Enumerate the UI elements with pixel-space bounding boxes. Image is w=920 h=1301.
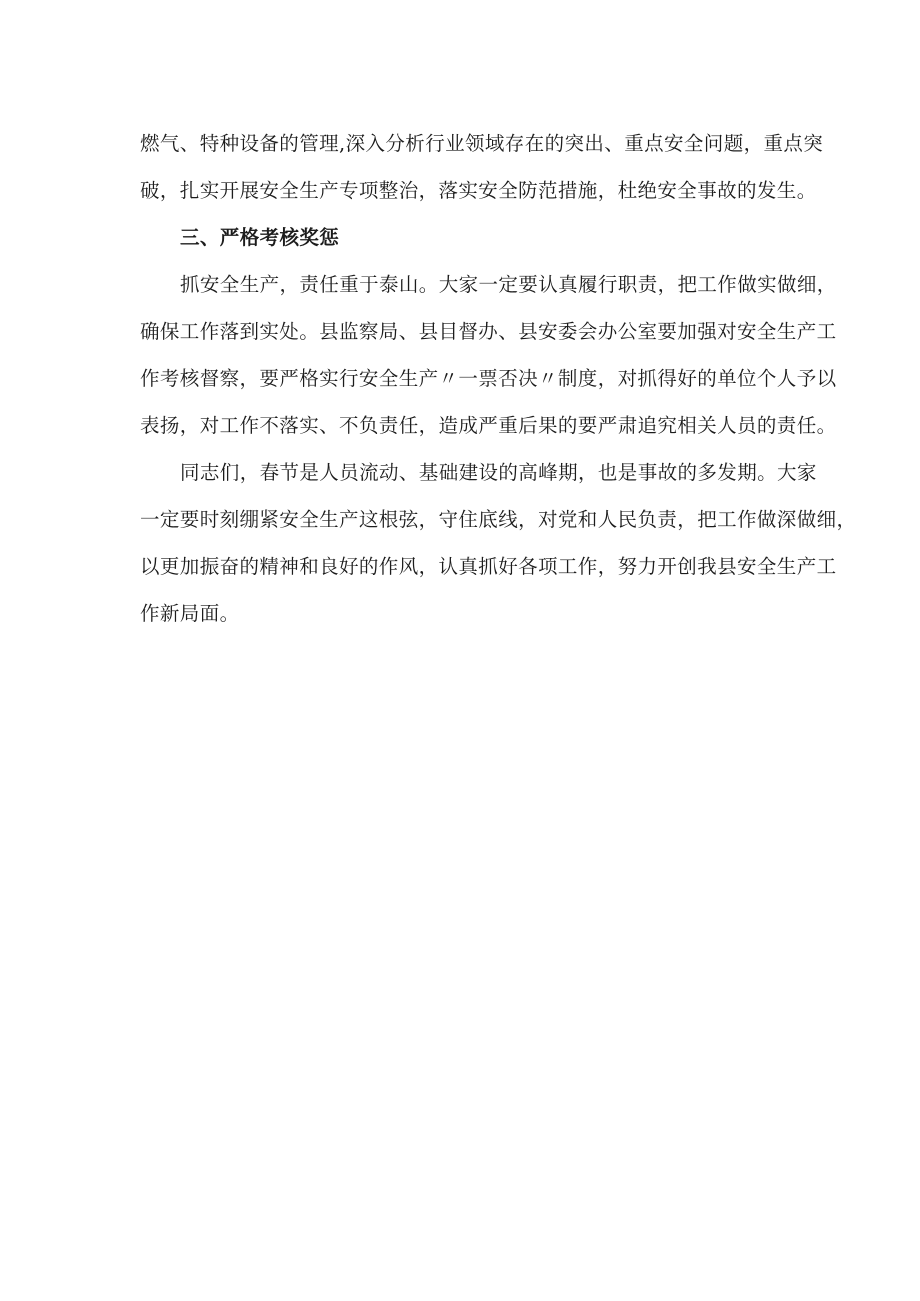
document-body [140, 120, 857, 637]
text-line: 作新局面。 [140, 602, 240, 625]
text-line: 同志们，春节是人员流动、基础建设的高峰期，也是事故的多发期。大家 [180, 461, 817, 484]
text-line: 以更加振奋的精神和良好的作风，认真抓好各项工作，努力开创我县安全生产工 [140, 555, 837, 578]
paragraph-continuation [140, 120, 824, 214]
text-line: 一定要时刻绷紧安全生产这根弦，守住底线，对党和人民负责，把工作做深做细， [140, 508, 857, 531]
text-line: 抓安全生产，责任重于泰山。大家一定要认真履行职责，把工作做实做细， [180, 273, 837, 296]
text-line: 燃气、特种设备的管理,深入分析行业领域存在的突出、重点安全问题，重点突 [140, 132, 824, 155]
paragraph-closing [140, 449, 857, 637]
text-line: 作考核督察，要严格实行安全生产〃一票否决〃制度，对抓得好的单位个人予以 [140, 367, 837, 390]
text-line: 破，扎实开展安全生产专项整治，落实安全防范措施，杜绝安全事故的发生。 [140, 179, 817, 202]
text-line: 表扬，对工作不落实、不负责任，造成严重后果的要严肃追究相关人员的责任。 [140, 414, 837, 437]
text-line: 确保工作落到实处。县监察局、县目督办、县安委会办公室要加强对安全生产工 [140, 320, 837, 343]
section-heading: 三、严格考核奖惩 [180, 226, 340, 249]
paragraph-assessment [140, 261, 837, 449]
